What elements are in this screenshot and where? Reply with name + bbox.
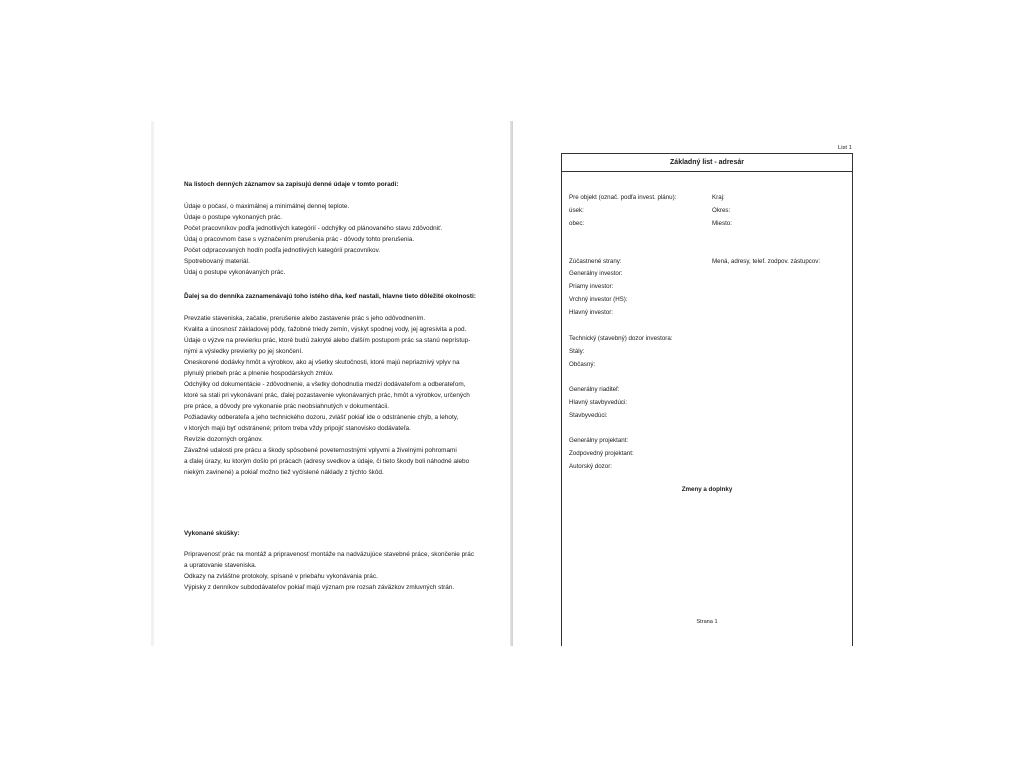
list-item: nými a výsledky previerky po jej skončení. — [184, 348, 303, 355]
list-item: Závažné udalosti pre prácu a škody spôsobené poveternostnými vplyvmi a živelnými pohromami — [184, 447, 457, 454]
designer-label: Zodpovedný projektant: — [569, 450, 634, 457]
list-item: Počet pracovníkov podľa jednotlivých kategórií - odchýlky od plánovaného stavu zdôvodniť. — [184, 225, 443, 232]
object-label: Pre objekt (označ. podľa invest. plánu): — [569, 194, 677, 201]
place-label: Miesto: — [712, 220, 732, 227]
scanned-spread — [151, 121, 873, 646]
investor-label: Vrchný investor (HS): — [569, 296, 628, 303]
investor-label: Priamy investor: — [569, 283, 614, 290]
list-item: Údaj o pracovnom čase s vyznačením prerušenia prác - dôvody tohto prerušenia. — [184, 236, 415, 243]
supervision-label: Stály: — [569, 348, 585, 355]
sheet-label: List 1 — [838, 145, 852, 151]
list-item: Oneskorené dodávky hmôt a výrobkov, ako aj všetky skutočnosti, ktoré majú nepriaznivý vplyv na — [184, 359, 460, 366]
list-item: Prevzatie staveniska, začatie, prerušenie alebo zastavenie prác s jeho odôvodnením. — [184, 315, 426, 322]
list-item: Pripravenosť prác na montáž a pripravenosť montáže na nadväzujúce stavebné práce, skončenie prác — [184, 551, 475, 558]
supervision-label: Občasný: — [569, 361, 596, 368]
list-item: a ďalej úrazy, ku ktorým došlo pri prácach (adresy svedkov a údaje, či tieto škody boli náhodné alebo — [184, 458, 470, 465]
list-item: Odchýlky od dokumentácie - zdôvodnenie, a všetky dohodnutia medzi dodávateľom a odberateľom, — [184, 381, 466, 388]
list-item: Údaj o postupe vykonávaných prác. — [184, 269, 286, 276]
parties-label: Zúčastnené strany: — [569, 258, 622, 265]
list-item: Údaje o počasí, o maximálnej a minimálnej dennej teplote. — [184, 203, 350, 210]
right-page — [513, 121, 873, 646]
director-label: Stavbyvedúci: — [569, 412, 608, 419]
investor-label: Generálny investor: — [569, 270, 623, 277]
left-page — [154, 121, 510, 646]
list-item: Spotrebovaný materiál. — [184, 258, 250, 265]
form-title: Základný list - adresár — [670, 159, 744, 166]
list-item: plynulý priebeh prác a plnenie hospodárskych zmlúv. — [184, 370, 334, 377]
region-label: Kraj: — [712, 194, 725, 201]
heading-important-circumstances: Ďalej sa do denníka zaznamenávajú toho istého dňa, keď nastali, hlavne tieto dôležité okolnosti: — [184, 293, 476, 300]
list-item: Revízie dozorných orgánov. — [184, 436, 263, 443]
director-label: Generálny riaditeľ: — [569, 386, 620, 393]
list-item: pre práce, a dôvody pre vykonanie prác neobsiahnutých v dokumentácii. — [184, 403, 389, 410]
section-label: úsek: — [569, 207, 584, 214]
designer-label: Generálny projektant: — [569, 437, 629, 444]
heading-tests-performed: Vykonané skúšky: — [184, 530, 240, 537]
list-item: Počet odpracovaných hodín podľa jednotlivých kategórií pracovníkov. — [184, 247, 381, 254]
district-label: Okres: — [712, 207, 731, 214]
list-item: ktoré sa stali pri vykonávaní prác, ďalej pozastavenie vykonávaných prác, hmôt a výrobkov, určených — [184, 392, 470, 399]
list-item: a upratovanie staveniska. — [184, 562, 257, 569]
investor-label: Hlavný investor: — [569, 309, 614, 316]
address-form-frame — [561, 153, 853, 646]
page-footer: Strana 1 — [696, 619, 718, 625]
director-label: Hlavný stavbyvedúci: — [569, 399, 628, 406]
list-item: Údaje o výzve na previerku prác, ktoré budú zakryté alebo ďalším postupom prác sa stanú neprístup- — [184, 337, 471, 344]
list-item: Kvalita a únosnosť základovej pôdy, ťažobné triedy zemín, výskyt spodnej vody, jej agresivita a pod. — [184, 326, 467, 333]
list-item: Údaje o postupe vykonaných prác. — [184, 214, 283, 221]
designer-label: Autorský dozor: — [569, 463, 612, 470]
list-item: Požiadavky odberateľa a jeho technického dozoru, zvlášť pokiaľ ide o odstránenie chýb, a lehoty, — [184, 414, 459, 421]
title-divider — [562, 171, 852, 172]
changes-heading: Zmeny a doplnky — [681, 486, 733, 493]
heading-daily-records: Na listoch denných záznamov sa zapisujú denné údaje v tomto poradí: — [184, 181, 399, 188]
list-item: Odkazy na zvláštne protokoly, spísané v priebahu vykonávania prác. — [184, 573, 378, 580]
municipality-label: obec: — [569, 220, 585, 227]
list-item: niekým zavinené) a pokiaľ možno tiež vyčíslené náklady z týchto škôd. — [184, 469, 384, 476]
parties-columns-label: Mená, adresy, telef. zodpov. zástupcov: — [712, 258, 821, 265]
list-item: v ktorých majú byť odstránené; pritom treba vždy pripojiť stanovisko dodávateľa. — [184, 425, 411, 432]
list-item: Výpisky z denníkov subdodávateľov pokiaľ majú význam pre rozsah záväzkov zmluvných strán. — [184, 584, 455, 591]
supervision-label: Technický (stavebný) dozor investora: — [569, 335, 673, 342]
